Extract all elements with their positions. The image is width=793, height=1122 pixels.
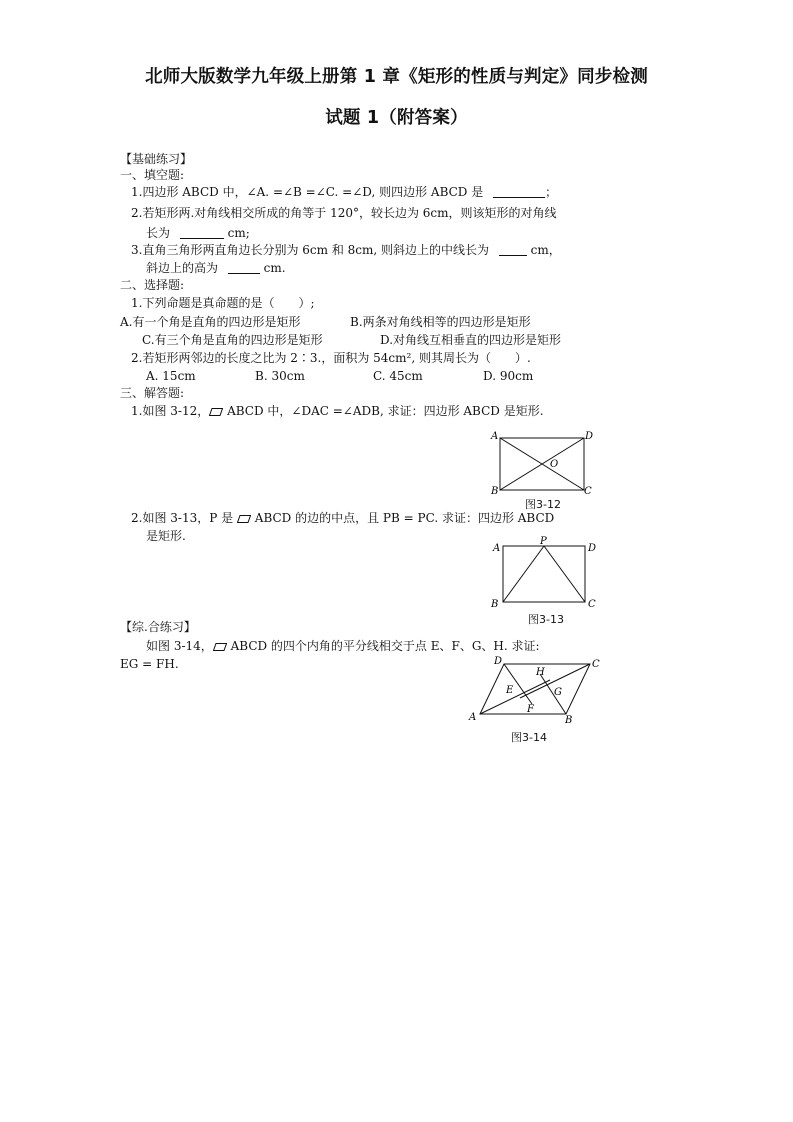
basic-practice-heading: 【基础练习】	[120, 152, 193, 166]
proof-question-2-cont: 是矩形.	[146, 529, 186, 543]
comprehensive-heading: 【综.合练习】	[120, 620, 196, 634]
choice-1-option-d: D.对角线互相垂直的四边形是矩形	[380, 333, 562, 347]
title-line-1: 北师大版数学九年级上册第 1 章《矩形的性质与判定》同步检测	[145, 67, 648, 87]
fill-question-1-text: 1.四边形 ABCD 中，∠A. =∠B =∠C. =∠D, 则四边形 ABCD 是	[131, 185, 484, 199]
fig314-label-h: H	[536, 667, 545, 678]
figure-3-13-caption: 图3-13	[528, 613, 564, 626]
choice-2-option-d: D. 90cm	[483, 369, 534, 383]
fig314-label-a: A	[469, 712, 477, 723]
fill-question-3-cont	[146, 261, 286, 275]
choice-1-option-c: C.有三个角是直角的四边形是矩形	[142, 333, 323, 347]
figure-3-13	[488, 536, 598, 612]
fill-question-3	[131, 243, 561, 257]
fig312-label-a: A	[491, 431, 499, 442]
answer-heading: 三、解答题:	[120, 386, 185, 400]
choice-question-1: 1.下列命题是真命题的是（ ）;	[131, 296, 315, 310]
fig313-label-p: P	[540, 536, 547, 547]
fig314-label-e: E	[506, 685, 514, 696]
fig312-label-d: D	[585, 431, 594, 442]
proof-question-1-prefix: 1.如图 3-12，	[131, 404, 210, 418]
fill-question-2: 2.若矩形两.对角线相交所成的角等于 120°，较长边为 6cm，则该矩形的对角线	[131, 206, 557, 220]
fig313-label-c: C	[588, 599, 596, 610]
fig314-label-c: C	[592, 659, 600, 670]
choice-2-option-a: A. 15cm	[146, 369, 196, 383]
fig313-label-b: B	[491, 599, 499, 610]
fill-question-3-text: 3.直角三角形两直角边长分别为 6cm 和 8cm, 则斜边上的中线长为	[131, 243, 489, 257]
answer-blank	[499, 243, 527, 256]
proof-question-2-prefix: 2.如图 3-13，P 是	[131, 511, 234, 525]
fig312-label-b: B	[491, 486, 499, 497]
fill-question-3-cont-unit: cm.	[263, 261, 286, 275]
fig313-label-d: D	[588, 543, 597, 554]
figure-3-14-caption: 图3-14	[511, 731, 547, 744]
fill-question-1	[131, 185, 557, 199]
answer-blank	[180, 226, 224, 239]
proof-question-1	[131, 404, 544, 418]
answer-blank	[493, 185, 545, 198]
fill-in-heading: 一、填空题:	[120, 168, 185, 182]
choice-2-option-c: C. 45cm	[373, 369, 423, 383]
choice-1-option-b: B.两条对角线相等的四边形是矩形	[350, 315, 531, 329]
fill-question-3-cont-text: 斜边上的高为	[146, 261, 219, 275]
fill-question-2-cont-text: 长为	[146, 226, 171, 240]
fig314-label-d: D	[494, 656, 503, 667]
fill-question-1-end: ；	[545, 185, 558, 199]
parallelogram-icon	[209, 408, 223, 416]
comprehensive-question	[146, 639, 540, 653]
proof-question-1-text: ABCD 中，∠DAC =∠ADB, 求证：四边形 ABCD 是矩形.	[227, 404, 544, 418]
fig314-label-g: G	[554, 687, 562, 698]
comprehensive-question-text: ABCD 的四个内角的平分线相交于点 E、F、G、H. 求证:	[230, 639, 540, 653]
choice-2-option-b: B. 30cm	[255, 369, 305, 383]
fig314-label-b: B	[565, 715, 573, 726]
proof-question-2-text: ABCD 的边的中点，且 PB = PC. 求证：四边形 ABCD	[254, 511, 555, 525]
fill-question-2-unit: cm;	[227, 226, 250, 240]
fill-question-2-cont	[146, 226, 250, 240]
parallelogram-icon	[237, 515, 251, 523]
title-line-2: 试题 1（附答案）	[325, 108, 468, 128]
comprehensive-question-prefix: 如图 3-14，	[146, 639, 213, 653]
answer-blank	[228, 261, 260, 274]
choice-question-2: 2.若矩形两邻边的长度之比为 2∶3.，面积为 54cm², 则其周长为（ ）.	[131, 351, 531, 365]
figure-3-12-caption: 图3-12	[525, 498, 561, 511]
comprehensive-question-cont: EG = FH.	[120, 657, 179, 671]
parallelogram-icon	[213, 643, 227, 651]
fig312-label-o: O	[550, 459, 559, 470]
choice-1-option-a: A.有一个角是直角的四边形是矩形	[120, 315, 301, 329]
fig313-label-a: A	[493, 543, 501, 554]
fig314-label-f: F	[527, 704, 534, 715]
fig312-label-c: C	[584, 486, 592, 497]
figure-3-12	[488, 428, 598, 498]
choice-heading: 二、选择题:	[120, 278, 185, 292]
fill-question-3-unit: cm，	[530, 243, 561, 257]
figure-3-14	[464, 652, 609, 730]
proof-question-2	[131, 511, 554, 525]
